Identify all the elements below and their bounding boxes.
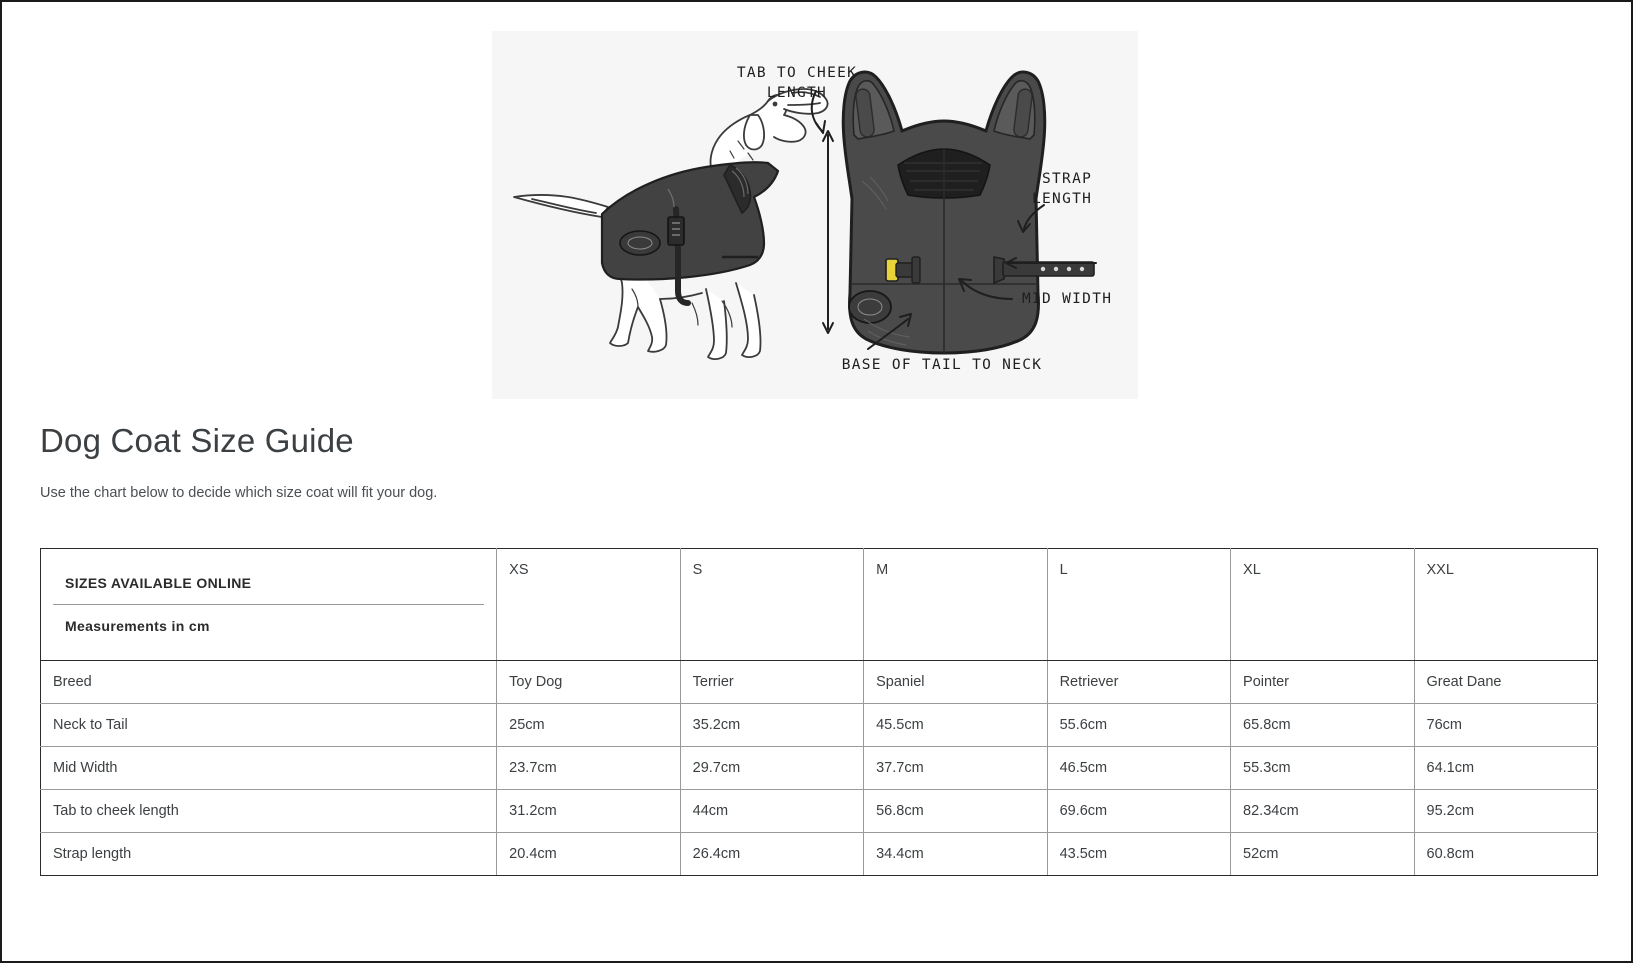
cell-tab-to-cheek-xs: 31.2cm: [497, 790, 680, 833]
cell-mid-width-s: 29.7cm: [680, 747, 863, 790]
annotation-tab-to-cheek-line1: TAB TO CHEEK: [736, 65, 858, 81]
cell-neck-to-tail-s: 35.2cm: [680, 704, 863, 747]
row-label-breed: Breed: [41, 661, 497, 704]
table-head: [41, 549, 1598, 661]
table-row: [41, 704, 1598, 747]
row-label-tab-to-cheek-length: Tab to cheek length: [41, 790, 497, 833]
page-subtitle: Use the chart below to decide which size coat will fit your dog.: [40, 485, 438, 502]
table-row: [41, 833, 1598, 876]
header-measurements-in-cm: Measurements in cm: [65, 618, 210, 634]
row-label-neck-to-tail: Neck to Tail: [41, 704, 497, 747]
cell-strap-length-m: 34.4cm: [864, 833, 1047, 876]
cell-breed-l: Retriever: [1047, 661, 1230, 704]
cell-tab-to-cheek-l: 69.6cm: [1047, 790, 1230, 833]
header-size-xxl: XXL: [1414, 549, 1597, 661]
cell-strap-length-xl: 52cm: [1231, 833, 1414, 876]
table-row: [41, 661, 1598, 704]
cell-mid-width-xs: 23.7cm: [497, 747, 680, 790]
size-guide-illustration-panel: [492, 31, 1138, 399]
cell-mid-width-m: 37.7cm: [864, 747, 1047, 790]
header-size-m: M: [864, 549, 1047, 661]
cell-mid-width-xxl: 64.1cm: [1414, 747, 1597, 790]
size-guide-illustration: [492, 31, 1138, 399]
cell-neck-to-tail-xxl: 76cm: [1414, 704, 1597, 747]
row-label-mid-width: Mid Width: [41, 747, 497, 790]
cell-breed-xs: Toy Dog: [497, 661, 680, 704]
cell-neck-to-tail-xs: 25cm: [497, 704, 680, 747]
table-header-row: [41, 549, 1598, 661]
cell-strap-length-xs: 20.4cm: [497, 833, 680, 876]
heading-block: [40, 420, 1580, 504]
page-root: [2, 2, 1631, 961]
size-chart-wrapper: [40, 548, 1598, 876]
header-label-stack: [41, 549, 497, 661]
annotation-mid-width: MID WIDTH: [1022, 291, 1113, 307]
table-body: [41, 661, 1598, 876]
cell-breed-s: Terrier: [680, 661, 863, 704]
cell-mid-width-l: 46.5cm: [1047, 747, 1230, 790]
cell-tab-to-cheek-s: 44cm: [680, 790, 863, 833]
table-row: [41, 747, 1598, 790]
cell-breed-m: Spaniel: [864, 661, 1047, 704]
cell-strap-length-xxl: 60.8cm: [1414, 833, 1597, 876]
page-title: Dog Coat Size Guide: [40, 422, 354, 459]
cell-tab-to-cheek-xxl: 95.2cm: [1414, 790, 1597, 833]
annotation-strap-length-line1: STRAP: [1042, 171, 1093, 187]
header-size-xl: XL: [1231, 549, 1414, 661]
header-size-xs: XS: [497, 549, 680, 661]
cell-neck-to-tail-xl: 65.8cm: [1231, 704, 1414, 747]
size-chart-table: [40, 548, 1598, 876]
cell-neck-to-tail-m: 45.5cm: [864, 704, 1047, 747]
cell-breed-xl: Pointer: [1231, 661, 1414, 704]
header-size-s: S: [680, 549, 863, 661]
cell-breed-xxl: Great Dane: [1414, 661, 1597, 704]
cell-tab-to-cheek-xl: 82.34cm: [1231, 790, 1414, 833]
table-row: [41, 790, 1598, 833]
cell-neck-to-tail-l: 55.6cm: [1047, 704, 1230, 747]
cell-tab-to-cheek-m: 56.8cm: [864, 790, 1047, 833]
header-size-l: L: [1047, 549, 1230, 661]
row-label-strap-length: Strap length: [41, 833, 497, 876]
cell-strap-length-l: 43.5cm: [1047, 833, 1230, 876]
cell-mid-width-xl: 55.3cm: [1231, 747, 1414, 790]
cell-strap-length-s: 26.4cm: [680, 833, 863, 876]
header-sizes-available-online: SIZES AVAILABLE ONLINE: [53, 562, 484, 605]
annotation-strap-length-line2: LENGTH: [1032, 191, 1093, 207]
annotation-base-of-tail-to-neck: BASE OF TAIL TO NECK: [841, 357, 1043, 373]
annotation-tab-to-cheek-line2: LENGTH: [766, 85, 828, 101]
